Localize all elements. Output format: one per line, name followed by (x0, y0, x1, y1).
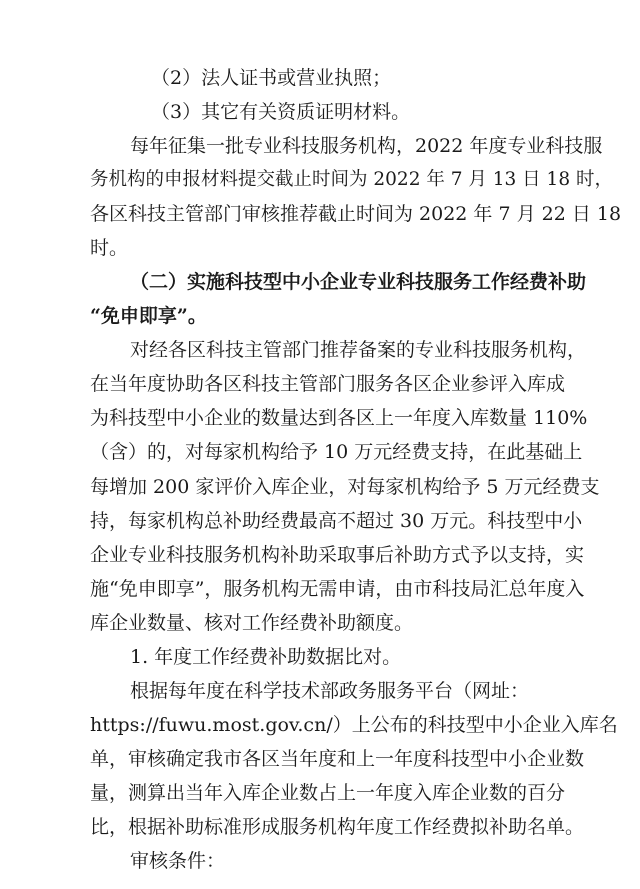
list-item-qualification-materials: （3）其它有关资质证明材料。 (151, 101, 411, 123)
paragraph-line: 对经各区科技主管部门推荐备案的专业科技服务机构， (130, 339, 587, 361)
paragraph-line: 量，测算出当年入库企业数占上一年度入库企业数的百分 (90, 782, 566, 804)
paragraph-line: 单，审核确定我市各区当年度和上一年度科技型中小企业数 (90, 748, 585, 770)
paragraph-line: 为科技型中小企业的数量达到各区上一年度入库数量 110% (90, 407, 588, 429)
section-heading-continued: “免申即享”。 (90, 305, 207, 327)
paragraph-line: 库企业数量、核对工作经费补助额度。 (90, 612, 414, 634)
paragraph-line: 根据每年度在科学技术部政务服务平台（网址： (130, 680, 530, 702)
paragraph-line: 各区科技主管部门审核推荐截止时间为 2022 年 7 月 22 日 18 (90, 203, 622, 225)
paragraph-line: 企业专业科技服务机构补助采取事后补助方式予以支持，实 (90, 544, 585, 566)
paragraph-line: 务机构的申报材料提交截止时间为 2022 年 7 月 13 日 18 时， (90, 169, 613, 190)
paragraph-line: 每年征集一批专业科技服务机构，2022 年度专业科技服 (130, 135, 603, 157)
paragraph-line: （含）的，对每家机构给予 10 万元经费支持，在此基础上 (90, 441, 583, 463)
section-heading: （二）实施科技型中小企业专业科技服务工作经费补助 (130, 271, 587, 293)
paragraph-line-url: https://fuwu.most.gov.cn/）上公布的科技型中小企业入库名 (90, 714, 618, 736)
paragraph-line: 施“免申即享”，服务机构无需申请，由市科技局汇总年度入 (90, 578, 585, 600)
paragraph-line: 持，每家机构总补助经费最高不超过 30 万元。科技型中小 (90, 510, 583, 532)
numbered-item-heading: 1. 年度工作经费补助数据比对。 (130, 646, 402, 668)
paragraph-line: 审核条件： (130, 850, 226, 872)
list-item-legal-certificate: （2）法人证书或营业执照； (151, 67, 392, 89)
paragraph-line: 在当年度协助各区科技主管部门服务各区企业参评入库成 (90, 373, 566, 395)
paragraph-line: 每增加 200 家评价入库企业，对每家机构给予 5 万元经费支 (90, 476, 600, 498)
paragraph-line: 比，根据补助标准形成服务机构年度工作经费拟补助名单。 (90, 816, 585, 838)
paragraph-line: 时。 (90, 237, 129, 259)
